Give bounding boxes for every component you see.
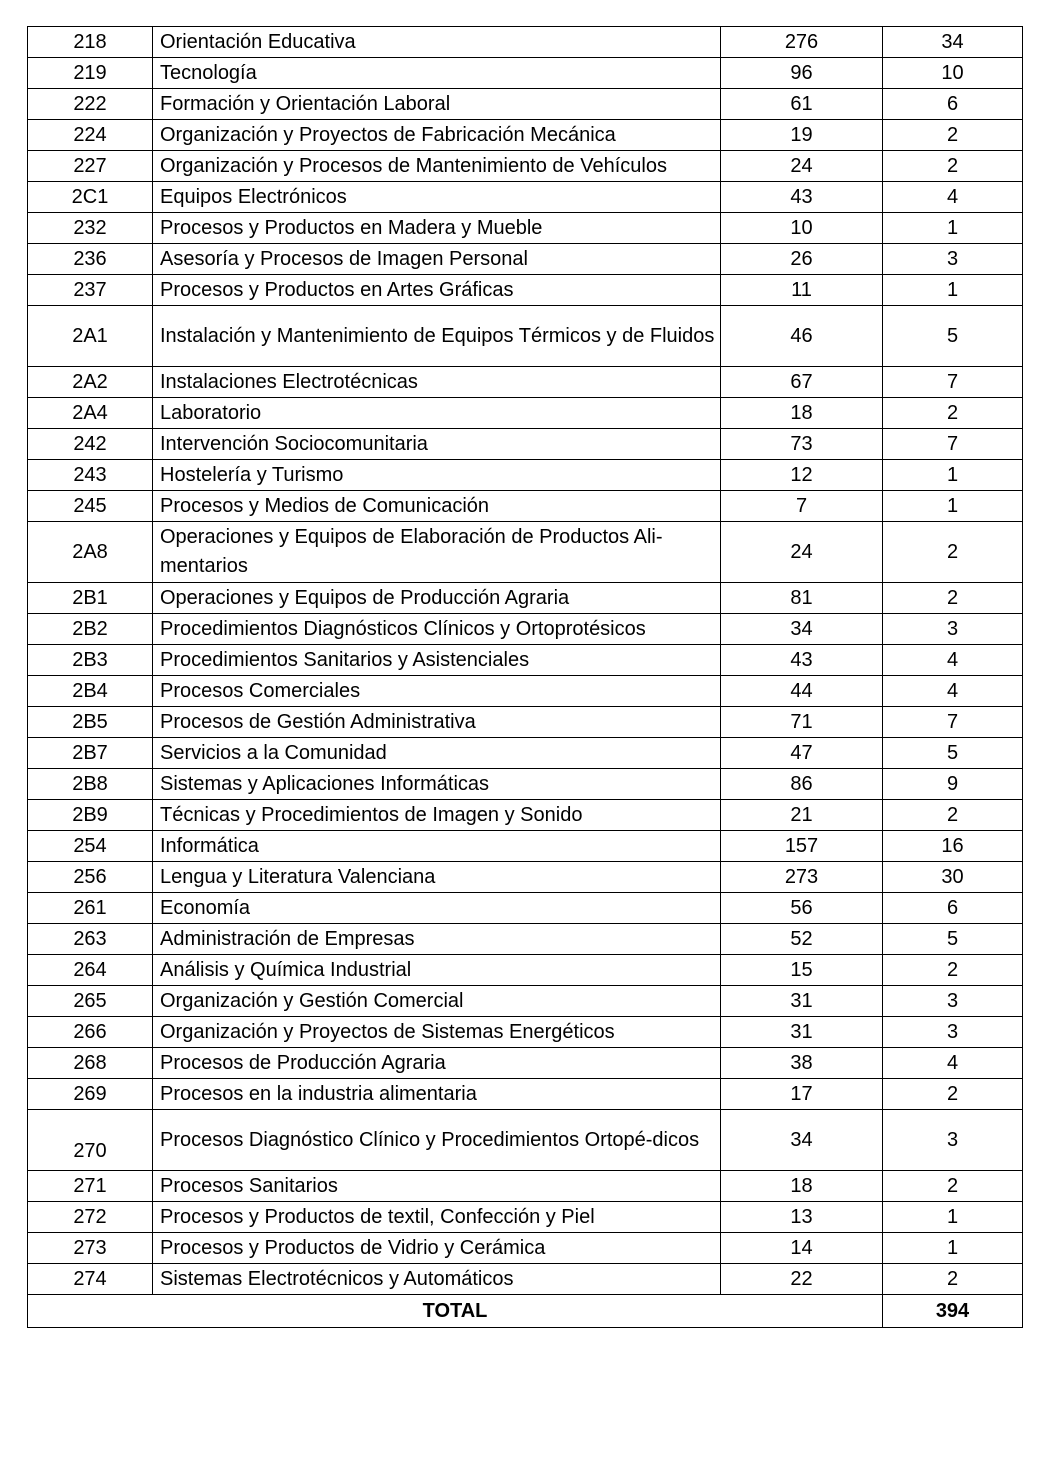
row-value-a: 21: [721, 800, 883, 831]
row-code: 218: [28, 27, 153, 58]
row-value-a: 43: [721, 182, 883, 213]
row-code: 2A2: [28, 367, 153, 398]
row-specialty-name: Organización y Proyectos de Fabricación Mecánica: [153, 120, 721, 151]
table-row: [28, 831, 1023, 862]
row-value-b: 2: [883, 398, 1023, 429]
row-value-a: 46: [721, 306, 883, 367]
row-code: 256: [28, 862, 153, 893]
row-value-b: 1: [883, 1202, 1023, 1233]
row-specialty-name: Procesos Diagnóstico Clínico y Procedimientos Ortopé-dicos: [153, 1110, 721, 1171]
table-row: [28, 1264, 1023, 1295]
row-specialty-name: Procesos y Productos de textil, Confección y Piel: [153, 1202, 721, 1233]
row-value-a: 71: [721, 707, 883, 738]
row-value-b: 3: [883, 614, 1023, 645]
row-code: 2A1: [28, 306, 153, 367]
row-code: 2B3: [28, 645, 153, 676]
table-row: [28, 1233, 1023, 1264]
row-value-a: 61: [721, 89, 883, 120]
row-value-a: 43: [721, 645, 883, 676]
row-value-a: 12: [721, 460, 883, 491]
row-code: 219: [28, 58, 153, 89]
row-code: 2A4: [28, 398, 153, 429]
row-specialty-name: Organización y Gestión Comercial: [153, 986, 721, 1017]
row-value-a: 34: [721, 614, 883, 645]
row-code: 243: [28, 460, 153, 491]
row-value-a: 86: [721, 769, 883, 800]
table-row: [28, 645, 1023, 676]
row-code: 245: [28, 491, 153, 522]
row-value-b: 34: [883, 27, 1023, 58]
row-value-b: 3: [883, 1017, 1023, 1048]
row-value-a: 34: [721, 1110, 883, 1171]
table-row: [28, 1171, 1023, 1202]
row-value-a: 276: [721, 27, 883, 58]
row-specialty-name: Hostelería y Turismo: [153, 460, 721, 491]
table-row: [28, 893, 1023, 924]
row-code: 265: [28, 986, 153, 1017]
row-code: 270: [28, 1110, 153, 1171]
row-specialty-name: Instalaciones Electrotécnicas: [153, 367, 721, 398]
row-value-b: 5: [883, 306, 1023, 367]
row-value-a: 96: [721, 58, 883, 89]
table-row: [28, 398, 1023, 429]
specialties-table-body: [28, 27, 1023, 1295]
row-specialty-name: Informática: [153, 831, 721, 862]
table-row: [28, 738, 1023, 769]
row-specialty-name: Organización y Proyectos de Sistemas Energéticos: [153, 1017, 721, 1048]
row-value-a: 22: [721, 1264, 883, 1295]
row-value-a: 26: [721, 244, 883, 275]
total-label: TOTAL: [28, 1295, 883, 1328]
row-code: 261: [28, 893, 153, 924]
row-specialty-name: Administración de Empresas: [153, 924, 721, 955]
row-value-b: 1: [883, 275, 1023, 306]
row-specialty-name: Instalación y Mantenimiento de Equipos Térmicos y de Fluidos: [153, 306, 721, 367]
row-value-b: 1: [883, 213, 1023, 244]
row-specialty-name: Análisis y Química Industrial: [153, 955, 721, 986]
row-value-a: 38: [721, 1048, 883, 1079]
row-value-a: 19: [721, 120, 883, 151]
row-value-b: 2: [883, 151, 1023, 182]
row-value-a: 10: [721, 213, 883, 244]
row-value-a: 44: [721, 676, 883, 707]
row-specialty-name: Servicios a la Comunidad: [153, 738, 721, 769]
row-specialty-name: Economía: [153, 893, 721, 924]
row-value-a: 24: [721, 151, 883, 182]
row-code: 224: [28, 120, 153, 151]
row-value-b: 2: [883, 522, 1023, 583]
row-specialty-name: Tecnología: [153, 58, 721, 89]
table-row: [28, 707, 1023, 738]
table-row: [28, 460, 1023, 491]
row-specialty-name: Procesos de Gestión Administrativa: [153, 707, 721, 738]
row-code: 2B5: [28, 707, 153, 738]
table-row: [28, 89, 1023, 120]
row-value-a: 17: [721, 1079, 883, 1110]
row-specialty-name: Procesos y Productos en Madera y Mueble: [153, 213, 721, 244]
row-specialty-name: Procesos Sanitarios: [153, 1171, 721, 1202]
table-row: [28, 58, 1023, 89]
row-value-b: 6: [883, 893, 1023, 924]
row-value-a: 273: [721, 862, 883, 893]
row-value-a: 31: [721, 986, 883, 1017]
table-row: [28, 1110, 1023, 1171]
row-specialty-name: Asesoría y Procesos de Imagen Personal: [153, 244, 721, 275]
table-row: [28, 769, 1023, 800]
table-row: [28, 614, 1023, 645]
row-specialty-name: Sistemas y Aplicaciones Informáticas: [153, 769, 721, 800]
total-value: 394: [883, 1295, 1023, 1328]
row-value-a: 81: [721, 583, 883, 614]
row-value-b: 5: [883, 738, 1023, 769]
row-value-b: 1: [883, 491, 1023, 522]
row-specialty-name: Procesos y Productos de Vidrio y Cerámica: [153, 1233, 721, 1264]
row-value-a: 56: [721, 893, 883, 924]
table-row: [28, 306, 1023, 367]
table-row: [28, 151, 1023, 182]
row-specialty-name: Lengua y Literatura Valenciana: [153, 862, 721, 893]
row-value-b: 2: [883, 1171, 1023, 1202]
row-value-a: 18: [721, 398, 883, 429]
row-specialty-name: Operaciones y Equipos de Producción Agraria: [153, 583, 721, 614]
table-row: [28, 429, 1023, 460]
row-value-b: 4: [883, 182, 1023, 213]
row-value-b: 2: [883, 1264, 1023, 1295]
table-row: [28, 1202, 1023, 1233]
row-code: 242: [28, 429, 153, 460]
row-code: 272: [28, 1202, 153, 1233]
table-row: [28, 862, 1023, 893]
row-code: 227: [28, 151, 153, 182]
table-row: [28, 120, 1023, 151]
row-specialty-name: Procesos y Productos en Artes Gráficas: [153, 275, 721, 306]
table-row: [28, 986, 1023, 1017]
row-code: 266: [28, 1017, 153, 1048]
table-row: [28, 491, 1023, 522]
row-value-b: 7: [883, 367, 1023, 398]
row-code: 271: [28, 1171, 153, 1202]
table-row: [28, 583, 1023, 614]
row-code: 2B4: [28, 676, 153, 707]
row-code: 264: [28, 955, 153, 986]
row-value-a: 73: [721, 429, 883, 460]
row-specialty-name: Técnicas y Procedimientos de Imagen y Sonido: [153, 800, 721, 831]
row-value-a: 7: [721, 491, 883, 522]
row-specialty-name: Procesos y Medios de Comunicación: [153, 491, 721, 522]
row-specialty-name: Laboratorio: [153, 398, 721, 429]
table-row: [28, 800, 1023, 831]
row-value-a: 67: [721, 367, 883, 398]
row-value-a: 52: [721, 924, 883, 955]
row-code: 269: [28, 1079, 153, 1110]
table-row: [28, 1048, 1023, 1079]
row-code: 2C1: [28, 182, 153, 213]
total-row: [28, 1295, 1023, 1328]
row-specialty-name: Formación y Orientación Laboral: [153, 89, 721, 120]
row-specialty-name: Intervención Sociocomunitaria: [153, 429, 721, 460]
row-value-a: 31: [721, 1017, 883, 1048]
row-value-a: 13: [721, 1202, 883, 1233]
row-value-b: 3: [883, 1110, 1023, 1171]
table-row: [28, 213, 1023, 244]
row-value-b: 6: [883, 89, 1023, 120]
row-code: 254: [28, 831, 153, 862]
row-code: 2B2: [28, 614, 153, 645]
row-value-b: 10: [883, 58, 1023, 89]
table-row: [28, 27, 1023, 58]
row-value-b: 16: [883, 831, 1023, 862]
row-value-b: 7: [883, 707, 1023, 738]
row-value-a: 14: [721, 1233, 883, 1264]
table-row: [28, 522, 1023, 583]
row-code: 263: [28, 924, 153, 955]
row-specialty-name: Procesos de Producción Agraria: [153, 1048, 721, 1079]
table-row: [28, 244, 1023, 275]
row-value-a: 15: [721, 955, 883, 986]
row-value-a: 24: [721, 522, 883, 583]
row-value-b: 30: [883, 862, 1023, 893]
row-code: 2B7: [28, 738, 153, 769]
table-row: [28, 924, 1023, 955]
row-specialty-name: Equipos Electrónicos: [153, 182, 721, 213]
row-code: 2B9: [28, 800, 153, 831]
row-specialty-name: Sistemas Electrotécnicos y Automáticos: [153, 1264, 721, 1295]
table-row: [28, 275, 1023, 306]
table-row: [28, 1079, 1023, 1110]
row-code: 236: [28, 244, 153, 275]
row-value-b: 4: [883, 1048, 1023, 1079]
row-code: 2A8: [28, 522, 153, 583]
table-row: [28, 955, 1023, 986]
row-code: 237: [28, 275, 153, 306]
row-value-b: 7: [883, 429, 1023, 460]
row-specialty-name: Procesos Comerciales: [153, 676, 721, 707]
row-code: 232: [28, 213, 153, 244]
row-code: 273: [28, 1233, 153, 1264]
row-value-a: 157: [721, 831, 883, 862]
row-value-a: 47: [721, 738, 883, 769]
table-row: [28, 676, 1023, 707]
row-value-b: 5: [883, 924, 1023, 955]
row-specialty-name: Orientación Educativa: [153, 27, 721, 58]
row-specialty-name: Organización y Procesos de Mantenimiento de Vehículos: [153, 151, 721, 182]
row-value-b: 4: [883, 645, 1023, 676]
row-value-b: 2: [883, 583, 1023, 614]
row-value-b: 2: [883, 955, 1023, 986]
row-specialty-name: Procesos en la industria alimentaria: [153, 1079, 721, 1110]
row-specialty-name: Operaciones y Equipos de Elaboración de Productos Ali-mentarios: [153, 522, 721, 583]
row-value-a: 11: [721, 275, 883, 306]
row-code: 222: [28, 89, 153, 120]
specialties-table: [27, 26, 1023, 1328]
row-code: 268: [28, 1048, 153, 1079]
row-specialty-name: Procedimientos Diagnósticos Clínicos y Ortoprotésicos: [153, 614, 721, 645]
row-code: 274: [28, 1264, 153, 1295]
row-value-b: 3: [883, 244, 1023, 275]
row-value-b: 1: [883, 1233, 1023, 1264]
table-row: [28, 367, 1023, 398]
row-specialty-name: Procedimientos Sanitarios y Asistenciales: [153, 645, 721, 676]
row-value-b: 2: [883, 800, 1023, 831]
table-row: [28, 182, 1023, 213]
row-value-b: 4: [883, 676, 1023, 707]
row-value-b: 3: [883, 986, 1023, 1017]
row-code: 2B1: [28, 583, 153, 614]
table-row: [28, 1017, 1023, 1048]
row-value-b: 1: [883, 460, 1023, 491]
row-value-b: 9: [883, 769, 1023, 800]
row-value-b: 2: [883, 1079, 1023, 1110]
row-value-a: 18: [721, 1171, 883, 1202]
row-code: 2B8: [28, 769, 153, 800]
row-value-b: 2: [883, 120, 1023, 151]
